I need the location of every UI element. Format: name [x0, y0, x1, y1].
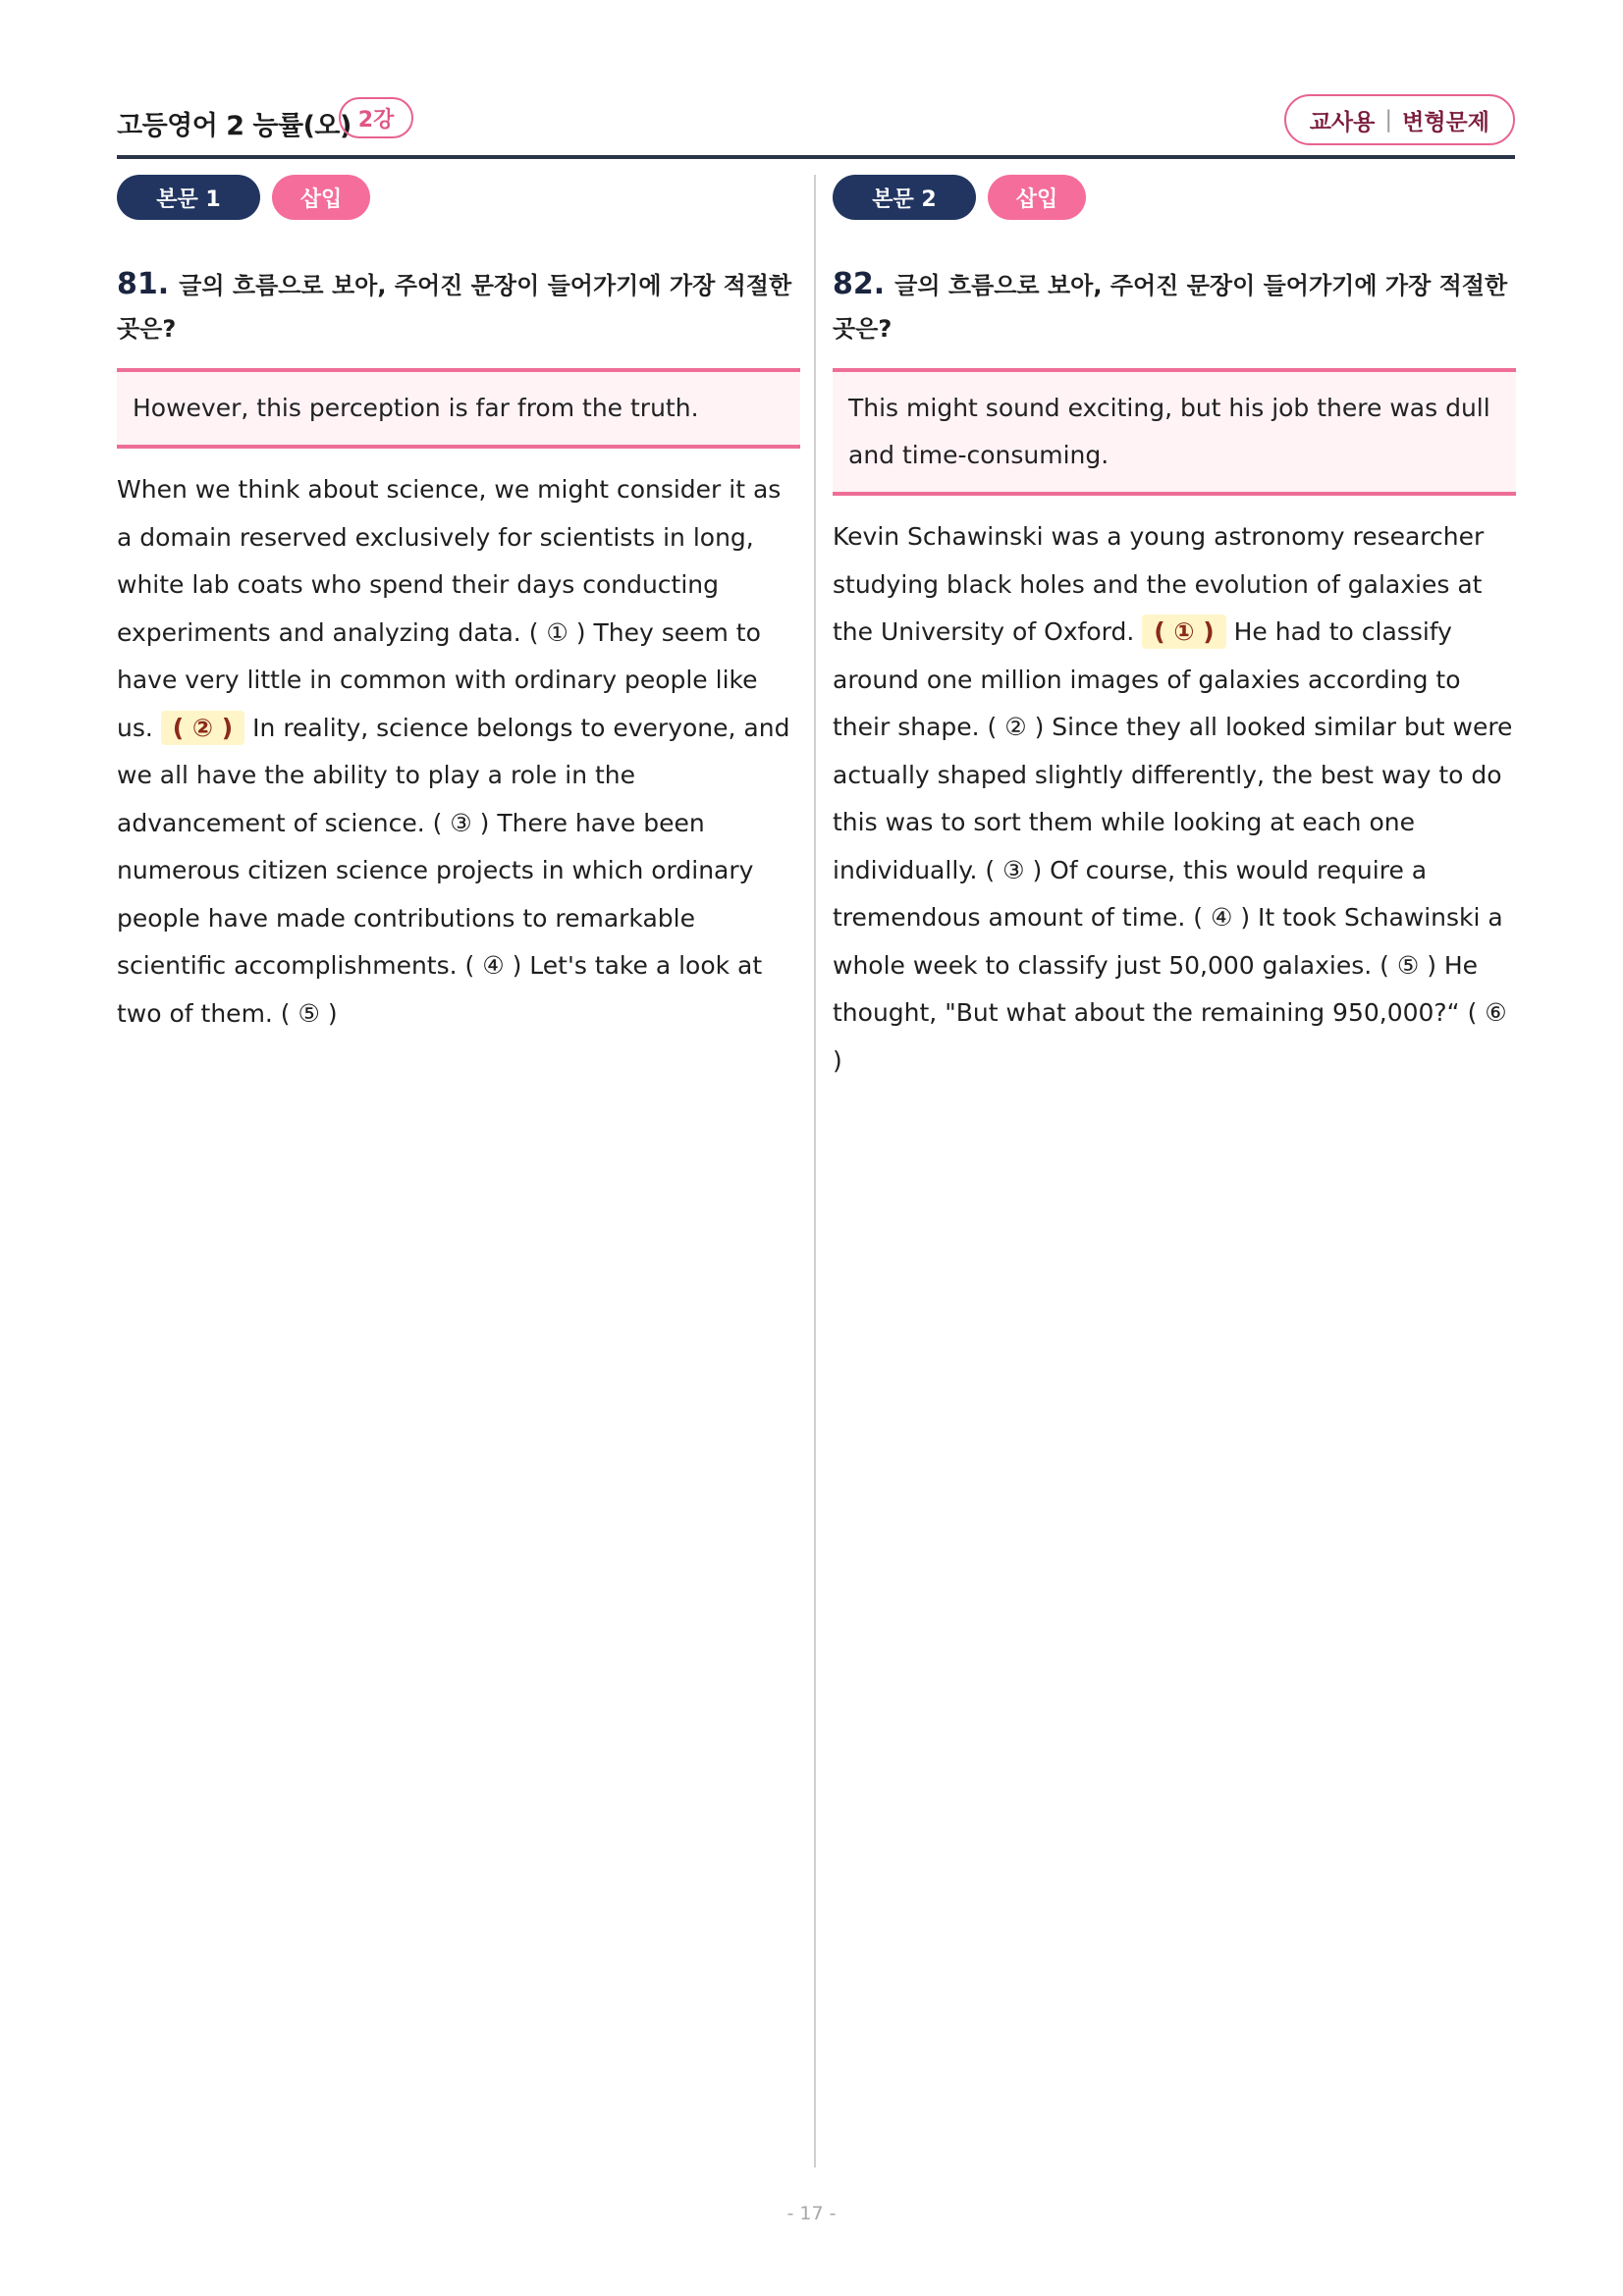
question-type-tag: 삽입: [272, 175, 370, 220]
passage-tag: 본문 1: [117, 175, 260, 220]
passage-part-2: In reality, science belongs to everyone, and we all have the ability to play a role in the advancement of science. ( ③ ) There have been numerous citizen science projects in which ordinary people have made contributions to remarkable scientific accomplishments. ( ④ ) Let's take a look at two of them. ( ⑤ ): [117, 713, 790, 1028]
given-sentence-box: This might sound exciting, but his job there was dull and time-consuming.: [833, 368, 1516, 496]
mode-badge: [1284, 94, 1515, 145]
passage-part-2: He had to classify around one million images of galaxies according to their shape. ( ② ) Since they all looked similar but were actually shaped slightly differently, the best way to do this was to sort them while looking at each one individually. ( ③ ) Of course, this would require a tremendous amount of time. ( ④ ) It took Schawinski a whole week to classify just 50,000 galaxies. ( ⑤ ) He thought, "But what about the remaining 950,000?“ ( ⑥ ): [833, 617, 1513, 1075]
question-82: [833, 263, 1516, 350]
passage-text: [833, 513, 1516, 1085]
answer-highlight: ( ② ): [161, 711, 244, 745]
passage-tag: 본문 2: [833, 175, 976, 220]
right-tags: [833, 175, 1516, 222]
given-sentence-box: However, this perception is far from the truth.: [117, 368, 800, 449]
question-number: 81.: [117, 267, 170, 301]
column-divider: [814, 175, 816, 2167]
answer-highlight: ( ① ): [1142, 614, 1225, 649]
page-header: [117, 94, 1515, 159]
right-column: [833, 175, 1516, 1085]
question-type-tag: 삽입: [988, 175, 1086, 220]
lesson-badge: 2강: [339, 97, 413, 138]
question-text: 글의 흐름으로 보아, 주어진 문장이 들어가기에 가장 적절한 곳은?: [117, 272, 792, 343]
page-number: - 17 -: [786, 2203, 837, 2224]
question-number: 82.: [833, 267, 886, 301]
badge-separator: |: [1384, 107, 1393, 133]
type-label: 변형문제: [1402, 109, 1489, 135]
audience-label: 교사용: [1309, 109, 1376, 135]
left-column: [117, 175, 800, 1038]
book-title: 고등영어 2 능률(오): [117, 111, 352, 141]
left-tags: [117, 175, 800, 222]
passage-part-1: When we think about science, we might consider it as a domain reserved exclusively for scientists in long, white lab coats who spend their days conducting experiments and analyzing data. ( ① ) They seem to have very little in common with ordinary people like us.: [117, 475, 782, 742]
question-text: 글의 흐름으로 보아, 주어진 문장이 들어가기에 가장 적절한 곳은?: [833, 272, 1508, 343]
question-81: [117, 263, 800, 350]
passage-text: [117, 466, 800, 1038]
passage-part-1: Kevin Schawinski was a young astronomy researcher studying black holes and the evolution of galaxies at the University of Oxford.: [833, 522, 1485, 646]
